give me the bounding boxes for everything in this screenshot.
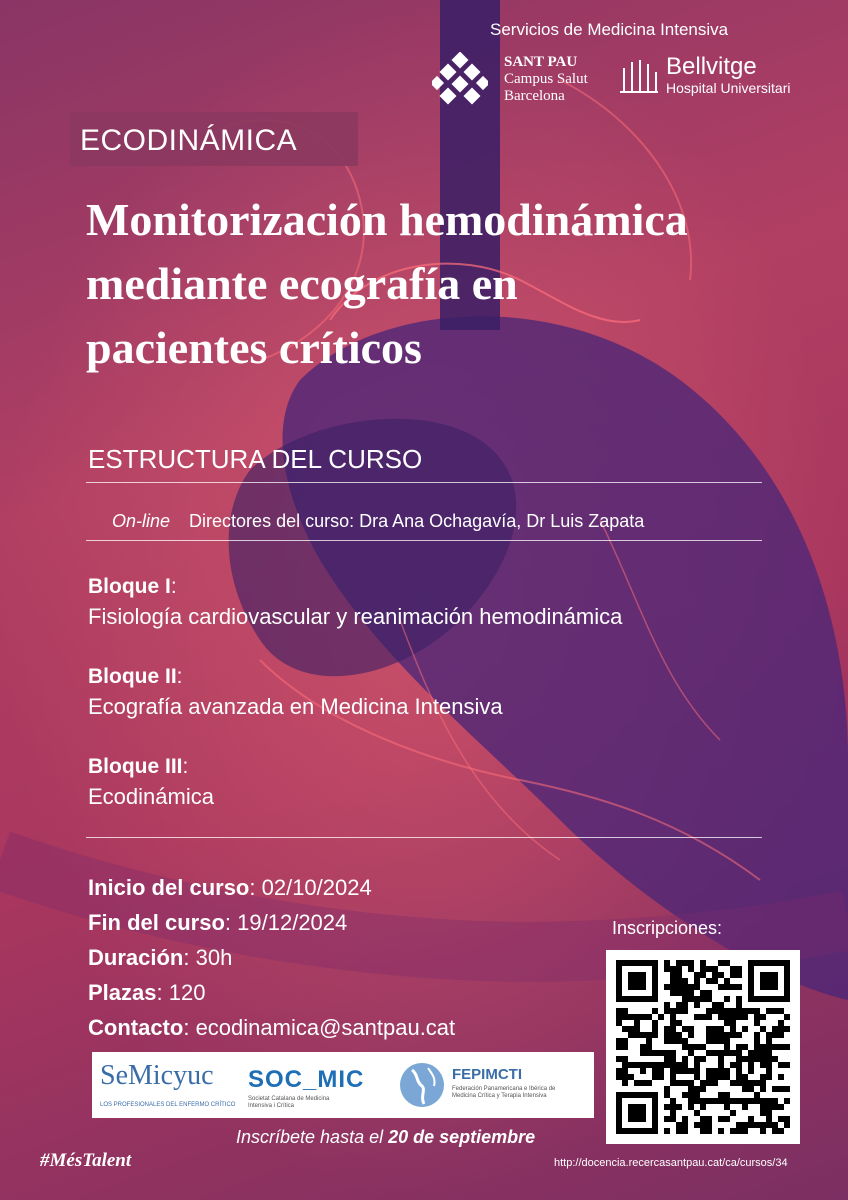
course-title-line-3: pacientes críticos — [86, 322, 422, 373]
semicyuc-logo: SeMicyuc — [100, 1060, 214, 1091]
bellvitge-logo-icon — [620, 58, 658, 94]
divider — [86, 540, 762, 541]
course-tag — [70, 112, 358, 166]
bellvitge-logo-text — [666, 54, 790, 96]
divider — [86, 837, 762, 838]
qr-code[interactable] — [606, 950, 800, 1144]
santpau-logo-text — [504, 54, 588, 105]
block-title: Bloque I — [88, 575, 171, 598]
qr-code-icon — [616, 960, 790, 1134]
registration-deadline: Inscríbete hasta el 20 de septiembre — [236, 1127, 536, 1147]
bellvitge-name: Bellvitge — [666, 53, 757, 80]
course-title — [86, 188, 786, 380]
sponsor-logos — [92, 1052, 594, 1118]
info-duration: Duración: 30h — [88, 945, 233, 970]
course-info — [88, 870, 455, 1045]
globe-icon — [398, 1060, 446, 1110]
service-title: Servicios de Medicina Intensiva — [490, 20, 729, 39]
info-end: Fin del curso: 19/12/2024 — [88, 910, 348, 935]
course-tag-label: ECODINÁMICA — [80, 124, 298, 157]
block-description: Ecodinámica — [88, 784, 214, 809]
fepimcti-logo: FEPIMCTI — [452, 1066, 522, 1083]
course-title-line-1: Monitorización hemodinámica — [86, 194, 688, 245]
socmic-logo: SOC_MIC — [248, 1066, 365, 1093]
santpau-name: SANT PAU — [504, 54, 578, 70]
info-contact: Contacto: ecodinamica@santpau.cat — [88, 1015, 456, 1040]
santpau-city: Barcelona — [504, 88, 565, 104]
block-description: Ecografía avanzada en Medicina Intensiva — [88, 694, 503, 719]
mode-label: On-line — [112, 511, 171, 531]
socmic-tagline: Societat Catalana de Medicina Intensiva i Crítica — [248, 1096, 330, 1109]
block-title: Bloque III — [88, 755, 183, 778]
divider — [86, 482, 762, 483]
info-seats: Plazas: 120 — [88, 980, 206, 1005]
info-start: Inicio del curso: 02/10/2024 — [88, 875, 372, 900]
course-title-line-2: mediante ecografía en — [86, 258, 518, 309]
structure-heading: ESTRUCTURA DEL CURSO — [88, 444, 423, 474]
contact-email[interactable]: ecodinamica@santpau.cat — [195, 1015, 456, 1040]
registration-label: Inscripciones: — [612, 918, 723, 938]
santpau-logo-icon — [432, 52, 488, 110]
block-2: Bloque II: Ecografía avanzada en Medicina Intensiva — [88, 662, 503, 722]
bellvitge-sub: Hospital Universitari — [666, 80, 791, 96]
block-1: Bloque I: Fisiología cardiovascular y reanimación hemodinámica — [88, 572, 622, 632]
semicyuc-tagline: LOS PROFESIONALES DEL ENFERMO CRÍTICO — [100, 1102, 236, 1108]
santpau-campus: Campus Salut — [504, 71, 588, 87]
directors-row — [112, 511, 644, 532]
block-3: Bloque III: Ecodinámica — [88, 752, 214, 812]
fepimcti-tagline: Federación Panamericana e Ibérica de Medicina Crítica y Terapia Intensiva — [452, 1086, 556, 1099]
block-description: Fisiología cardiovascular y reanimación hemodinámica — [88, 604, 623, 629]
hashtag: #MésTalent — [40, 1150, 132, 1171]
directors-text: Directores del curso: Dra Ana Ochagavía, Dr Luis Zapata — [189, 511, 645, 531]
block-title: Bloque II — [88, 665, 177, 688]
course-url[interactable]: http://docencia.recercasantpau.cat/ca/cursos/34 — [554, 1157, 788, 1169]
